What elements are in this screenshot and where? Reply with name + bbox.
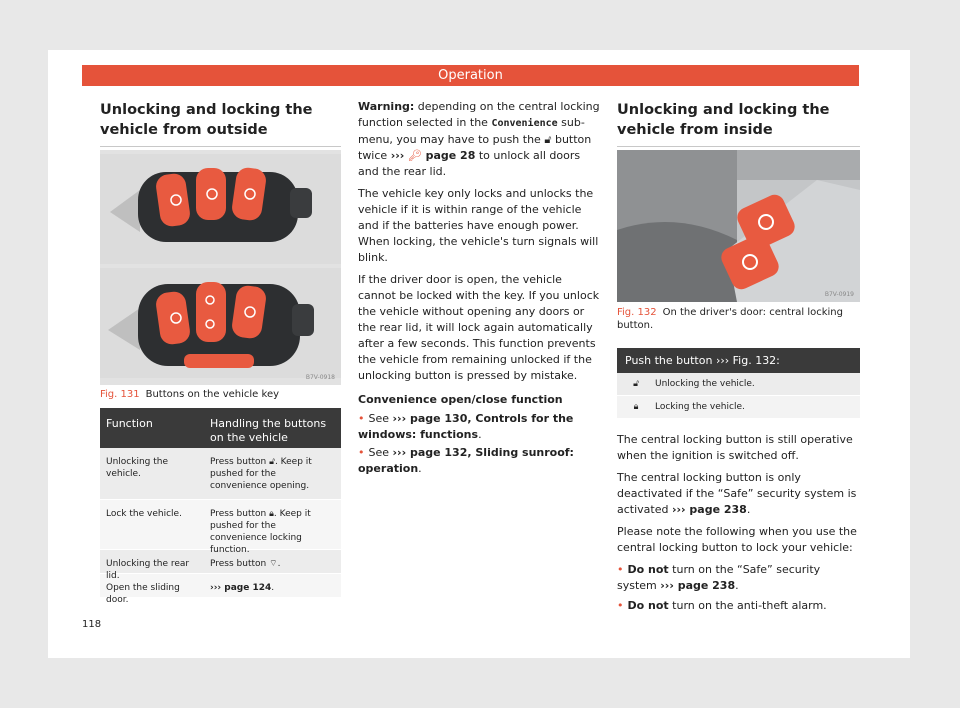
section-title-inside: Unlocking and locking the vehicle from inside bbox=[617, 102, 830, 138]
cell-handling: Press button 🔒︎. Keep it pushed for the convenience locking function. bbox=[210, 509, 311, 555]
cell-handling: Press button 🔓︎. Keep it pushed for the convenience opening. bbox=[210, 457, 312, 491]
row-text: Locking the vehicle. bbox=[655, 402, 745, 412]
bullet-item: • Do not turn on the anti-theft alarm. bbox=[617, 599, 827, 612]
table-row bbox=[100, 574, 341, 605]
figure-code: B7V-0918 bbox=[305, 374, 335, 381]
cell-function: Lock the vehicle. bbox=[106, 509, 182, 519]
warning-paragraph: Warning: depending on the central locking function selected in the Convenience sub-menu, you may have to push the 🔓︎ button twice ››› 🔑︎ page 28 to unlock all doors and the rear lid. bbox=[358, 100, 600, 178]
title-divider bbox=[100, 146, 341, 147]
bullet-dot: • bbox=[358, 412, 365, 425]
page-link[interactable]: ››› page 124 bbox=[210, 583, 272, 593]
figure-number: Fig. 132 bbox=[617, 307, 657, 318]
key-bottom-illustration bbox=[100, 268, 341, 378]
right-body-text bbox=[617, 432, 860, 614]
figure-code: B7V-0919 bbox=[824, 291, 854, 298]
subsection-title: Convenience open/close function bbox=[358, 393, 563, 406]
table-row bbox=[617, 373, 860, 396]
table-row bbox=[617, 396, 860, 419]
cell-function: Unlocking the vehicle. bbox=[106, 457, 169, 479]
figure-number: Fig. 131 bbox=[100, 389, 140, 400]
table-body bbox=[100, 448, 341, 605]
cell-handling: Press button ⌔. bbox=[210, 559, 281, 569]
page-link[interactable]: ››› page 130, Controls for the windows: functions bbox=[358, 412, 574, 441]
col-header-handling: Handling the buttons on the vehicle bbox=[210, 417, 327, 444]
unlock-icon: 🔓︎ bbox=[269, 457, 275, 467]
push-table-body bbox=[617, 373, 860, 419]
key-panel-top bbox=[100, 154, 341, 264]
function-table bbox=[100, 408, 341, 605]
right-section bbox=[617, 100, 860, 147]
safe-paragraph: The central locking button is only deactivated if the “Safe” security system is activated ››› page 238. bbox=[617, 471, 857, 516]
lock-icon: 🔒︎ bbox=[269, 509, 274, 519]
page-link[interactable]: ››› page 238 bbox=[671, 503, 747, 516]
key-top-illustration bbox=[100, 154, 341, 264]
ignition-paragraph: The central locking button is still operative when the ignition is switched off. bbox=[617, 433, 853, 462]
key-panel-bottom bbox=[100, 268, 341, 378]
figure-caption-132 bbox=[617, 306, 860, 332]
cell-handling: ››› page 124. bbox=[210, 583, 275, 593]
middle-section bbox=[358, 99, 602, 477]
page-link[interactable]: ››› page 132, Sliding sunroof: operation bbox=[358, 446, 574, 475]
figure-caption-131 bbox=[100, 388, 341, 402]
bullet-item: • See ››› page 132, Sliding sunroof: operation. bbox=[358, 446, 574, 475]
push-table-header: Push the button ››› Fig. 132: bbox=[617, 348, 860, 373]
header-band: Operation bbox=[82, 65, 859, 86]
row-text: Unlocking the vehicle. bbox=[655, 379, 755, 389]
left-section bbox=[100, 100, 341, 147]
table-row bbox=[100, 448, 341, 500]
driver-door-paragraph: If the driver door is open, the vehicle cannot be locked with the key. If you unlock the vehicle without opening any doors or the rear lid, it will lock again automatically after a few seconds. This function prevents the vehicle from remaining unlocked if the unlocking button is pressed by mistake. bbox=[358, 273, 600, 382]
bullet-dot: • bbox=[358, 446, 365, 459]
rear-lid-icon: ⌔ bbox=[269, 559, 278, 569]
cell-function: Open the sliding door. bbox=[106, 583, 180, 605]
unlock-icon: 🔓︎ bbox=[633, 379, 639, 389]
page-number: 118 bbox=[82, 619, 102, 630]
table-header bbox=[100, 408, 341, 448]
table-row bbox=[100, 550, 341, 581]
bullet-item: • Do not turn on the “Safe” security system ››› page 238. bbox=[617, 563, 821, 592]
bullet-item: • See ››› page 130, Controls for the windows: functions. bbox=[358, 412, 574, 441]
menu-name: Convenience bbox=[491, 118, 558, 129]
table-row bbox=[100, 500, 341, 555]
page-link[interactable]: page 28 bbox=[421, 149, 476, 162]
section-title-outside: Unlocking and locking the vehicle from outside bbox=[100, 102, 313, 138]
note-paragraph: Please note the following when you use the central locking button to lock your vehicle: bbox=[617, 525, 857, 554]
figure-caption-text: On the driver's door: central locking button. bbox=[617, 307, 843, 331]
cell-function: Unlocking the rear lid. bbox=[106, 559, 190, 581]
lock-icon: 🔒︎ bbox=[633, 402, 639, 412]
range-paragraph: The vehicle key only locks and unlocks the vehicle if it is within range of the vehicle and if the batteries have enough power. When locking, the vehicle's turn signals will blink. bbox=[358, 187, 599, 264]
push-button-table bbox=[617, 348, 860, 419]
figure-caption-text: Buttons on the vehicle key bbox=[145, 389, 280, 400]
title-divider bbox=[617, 146, 860, 147]
unlock-icon: 🔓︎ bbox=[544, 133, 552, 146]
door-button-figure bbox=[617, 150, 860, 302]
page-link[interactable]: ››› page 238 bbox=[660, 579, 736, 592]
vehicle-key-figure bbox=[100, 150, 341, 385]
door-illustration bbox=[617, 150, 860, 302]
col-header-function: Function bbox=[106, 417, 153, 430]
key-icon: 🔑︎ bbox=[407, 149, 422, 162]
